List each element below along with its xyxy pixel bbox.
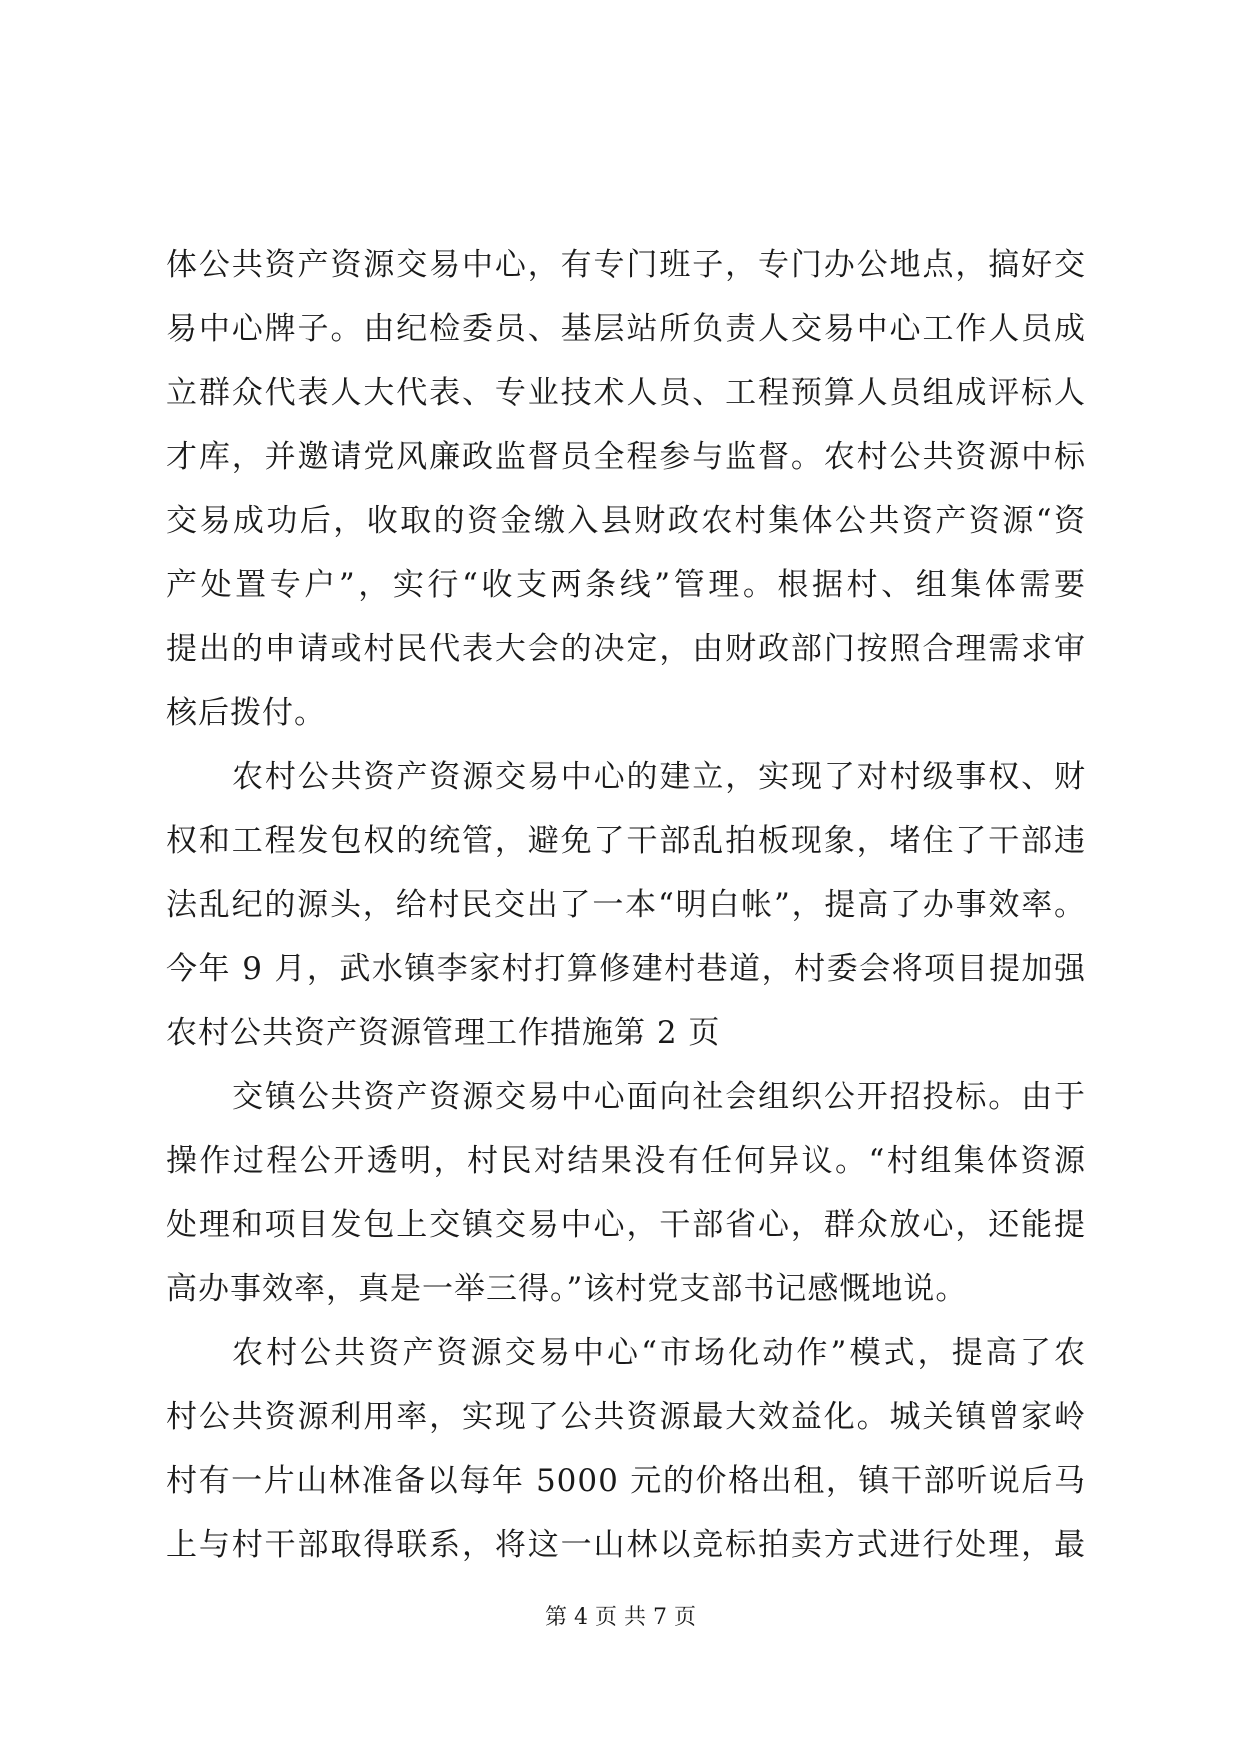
text-line: 才库，并邀请党风廉政监督员全程参与监督。农村公共资源中标 xyxy=(166,439,1086,475)
text-line: 农村公共资产资源管理工作措施第 2 页 xyxy=(166,1015,721,1051)
text-line: 权和工程发包权的统管，避免了干部乱拍板现象，堵住了干部违 xyxy=(166,823,1086,859)
text-line: 今年 9 月，武水镇李家村打算修建村巷道，村委会将项目提加强 xyxy=(166,951,1086,987)
text-line: 农村公共资产资源交易中心的建立，实现了对村级事权、财 xyxy=(232,759,1086,795)
text-line: 高办事效率，真是一举三得。”该村党支部书记感慨地说。 xyxy=(166,1271,968,1307)
text-line: 产处置专户”，实行“收支两条线”管理。根据村、组集体需要 xyxy=(166,567,1086,603)
text-line: 提出的申请或村民代表大会的决定，由财政部门按照合理需求审 xyxy=(166,631,1086,667)
text-line: 核后拨付。 xyxy=(166,695,326,731)
text-line: 农村公共资产资源交易中心“市场化动作”模式，提高了农 xyxy=(232,1335,1086,1371)
page-footer: 第 4 页 共 7 页 xyxy=(545,1605,696,1630)
document-body xyxy=(166,233,1086,1577)
text-line: 处理和项目发包上交镇交易中心，干部省心，群众放心，还能提 xyxy=(166,1207,1086,1243)
text-line: 体公共资产资源交易中心，有专门班子，专门办公地点，搞好交 xyxy=(166,247,1086,283)
text-line: 易中心牌子。由纪检委员、基层站所负责人交易中心工作人员成 xyxy=(166,311,1086,347)
text-line: 交易成功后，收取的资金缴入县财政农村集体公共资产资源“资 xyxy=(166,503,1086,539)
text-line: 立群众代表人大代表、专业技术人员、工程预算人员组成评标人 xyxy=(166,375,1086,411)
text-line: 交镇公共资产资源交易中心面向社会组织公开招投标。由于 xyxy=(232,1079,1086,1115)
text-line: 法乱纪的源头，给村民交出了一本“明白帐”，提高了办事效率。 xyxy=(166,887,1086,923)
text-line: 村公共资源利用率，实现了公共资源最大效益化。城关镇曾家岭 xyxy=(166,1399,1086,1435)
text-line: 操作过程公开透明，村民对结果没有任何异议。“村组集体资源 xyxy=(166,1143,1086,1179)
text-line: 村有一片山林准备以每年 5000 元的价格出租，镇干部听说后马 xyxy=(166,1463,1086,1499)
text-line: 上与村干部取得联系，将这一山林以竞标拍卖方式进行处理，最 xyxy=(166,1527,1086,1563)
